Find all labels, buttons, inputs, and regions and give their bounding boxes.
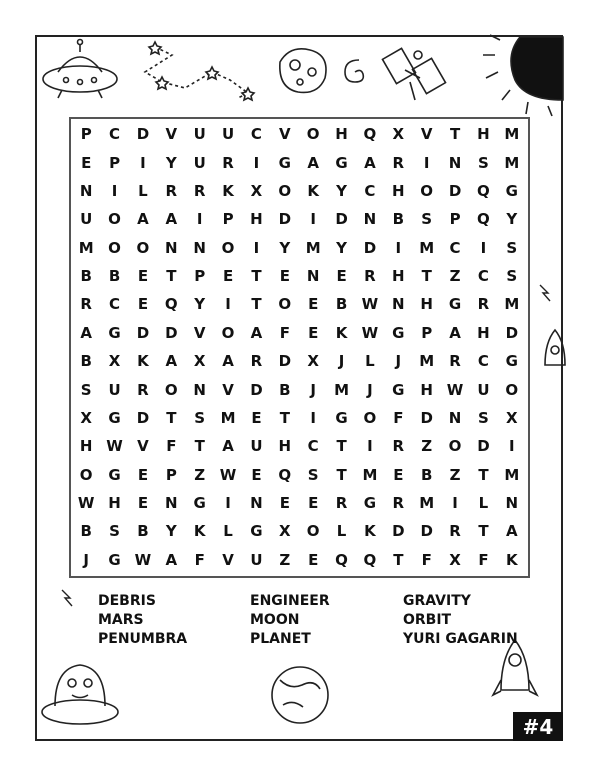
grid-cell[interactable]: O bbox=[164, 380, 178, 399]
grid-cell[interactable]: J bbox=[367, 380, 373, 399]
grid-cell[interactable]: Q bbox=[363, 125, 377, 144]
grid-cell[interactable]: E bbox=[251, 408, 262, 427]
grid-cell[interactable]: W bbox=[361, 295, 379, 314]
grid-cell[interactable]: T bbox=[251, 295, 262, 314]
grid-cell[interactable]: K bbox=[137, 352, 149, 371]
grid-cell[interactable]: T bbox=[449, 125, 461, 144]
grid-cell[interactable]: M bbox=[419, 352, 435, 371]
grid-cell[interactable]: S bbox=[194, 408, 206, 427]
grid-cell[interactable]: I bbox=[253, 153, 260, 172]
grid-cell[interactable]: R bbox=[449, 522, 461, 541]
grid-cell[interactable]: X bbox=[307, 352, 319, 371]
grid-cell[interactable]: B bbox=[80, 267, 92, 286]
grid-cell[interactable]: Q bbox=[477, 181, 490, 200]
grid-cell[interactable]: Z bbox=[449, 465, 461, 484]
grid-cell[interactable]: T bbox=[194, 437, 205, 456]
grid-cell[interactable]: G bbox=[108, 550, 121, 569]
puzzle-number-badge: #4 bbox=[513, 712, 563, 741]
grid-cell[interactable]: C bbox=[109, 295, 121, 314]
grid-cell[interactable]: I bbox=[140, 153, 146, 172]
word-gravity: GRAVITY bbox=[403, 593, 471, 609]
grid-cell[interactable]: J bbox=[395, 352, 402, 371]
grid-cell[interactable]: Z bbox=[449, 267, 461, 286]
grid-cell[interactable]: B bbox=[335, 295, 348, 314]
grid-cell[interactable]: U bbox=[250, 550, 263, 569]
grid-cell[interactable]: L bbox=[336, 522, 347, 541]
grid-cell[interactable]: E bbox=[308, 494, 319, 513]
grid-cell[interactable]: G bbox=[335, 408, 348, 427]
grid-cell[interactable]: F bbox=[393, 408, 404, 427]
word-moon: MOON bbox=[250, 612, 300, 628]
grid-cell[interactable]: P bbox=[165, 465, 177, 484]
grid-cell[interactable]: C bbox=[250, 125, 262, 144]
grid-cell[interactable]: G bbox=[108, 408, 121, 427]
grid-cell[interactable]: C bbox=[449, 238, 461, 257]
grid-cell[interactable]: H bbox=[392, 267, 405, 286]
grid-cell[interactable]: O bbox=[278, 295, 292, 314]
grid-cell[interactable]: H bbox=[392, 181, 405, 200]
constellation-icon bbox=[145, 47, 248, 98]
grid-cell[interactable]: R bbox=[392, 153, 405, 172]
grid-cell[interactable]: K bbox=[506, 550, 518, 569]
grid-cell[interactable]: U bbox=[477, 380, 490, 399]
grid-cell[interactable]: O bbox=[278, 181, 292, 200]
grid-cell[interactable]: Y bbox=[165, 153, 177, 172]
grid-cell[interactable]: T bbox=[166, 267, 177, 286]
grid-cell[interactable]: G bbox=[505, 181, 518, 200]
grid-cell[interactable]: I bbox=[509, 437, 515, 456]
grid-cell[interactable]: Y bbox=[165, 522, 177, 541]
grid-cell[interactable]: N bbox=[363, 210, 377, 229]
grid-cell[interactable]: N bbox=[505, 494, 519, 513]
grid-cell[interactable]: H bbox=[420, 295, 433, 314]
grid-cell[interactable]: O bbox=[108, 210, 121, 229]
grid-cell[interactable]: D bbox=[477, 437, 490, 456]
grid-cell[interactable]: D bbox=[420, 522, 433, 541]
grid-cell[interactable]: C bbox=[307, 437, 319, 456]
grid-cell[interactable]: H bbox=[250, 210, 263, 229]
grid-cell[interactable]: A bbox=[449, 323, 461, 342]
grid-cell[interactable]: O bbox=[221, 323, 235, 342]
grid-cell[interactable]: R bbox=[335, 494, 348, 513]
grid-cell[interactable]: A bbox=[250, 323, 263, 342]
grid-cell[interactable]: D bbox=[250, 380, 263, 399]
grid-cell[interactable]: O bbox=[221, 238, 235, 257]
asteroid-icon bbox=[280, 49, 326, 93]
grid-cell[interactable]: M bbox=[362, 465, 378, 484]
grid-cell[interactable]: O bbox=[79, 465, 93, 484]
grid-cell[interactable]: V bbox=[420, 125, 433, 144]
grid-cell[interactable]: I bbox=[423, 153, 430, 172]
grid-cell[interactable]: D bbox=[335, 210, 348, 229]
grid-cell[interactable]: Y bbox=[336, 181, 347, 200]
word-planet: PLANET bbox=[250, 631, 311, 647]
alien-ufo-icon bbox=[42, 665, 118, 724]
grid-cell[interactable]: N bbox=[165, 494, 178, 513]
grid-cell[interactable]: W bbox=[77, 494, 95, 513]
grid-cell[interactable]: M bbox=[334, 380, 350, 399]
grid-cell[interactable]: J bbox=[310, 380, 316, 399]
grid-cell[interactable]: O bbox=[136, 238, 150, 257]
word-orbit: ORBIT bbox=[403, 612, 452, 628]
grid-cell[interactable]: P bbox=[449, 210, 461, 229]
grid-cell[interactable]: A bbox=[307, 153, 319, 172]
grid-cell[interactable]: G bbox=[392, 323, 405, 342]
planet-icon bbox=[272, 667, 328, 723]
grid-cell[interactable]: X bbox=[80, 408, 92, 427]
grid-cell[interactable]: X bbox=[449, 550, 461, 569]
grid-cell[interactable]: A bbox=[165, 210, 178, 229]
grid-cell[interactable]: T bbox=[279, 408, 290, 427]
grid-cell[interactable]: A bbox=[137, 210, 149, 229]
grid-cell[interactable]: F bbox=[166, 437, 177, 456]
grid-cell[interactable]: W bbox=[446, 380, 464, 399]
grid-cell[interactable]: I bbox=[310, 408, 316, 427]
grid-cell[interactable]: Q bbox=[335, 550, 348, 569]
grid-cell[interactable]: O bbox=[306, 125, 320, 144]
grid-cell[interactable]: H bbox=[477, 323, 490, 342]
grid-cell[interactable]: R bbox=[137, 380, 149, 399]
grid-cell[interactable]: L bbox=[223, 522, 233, 541]
grid-cell[interactable]: S bbox=[506, 267, 518, 286]
grid-cell[interactable]: E bbox=[279, 494, 290, 513]
ufo-icon bbox=[43, 40, 117, 99]
grid-cell[interactable]: L bbox=[138, 181, 148, 200]
grid-cell[interactable]: D bbox=[136, 125, 150, 144]
grid-cell[interactable]: A bbox=[364, 153, 376, 172]
grid-cell[interactable]: H bbox=[420, 380, 433, 399]
grid-cell[interactable]: G bbox=[448, 295, 462, 314]
grid-cell[interactable]: V bbox=[279, 125, 291, 144]
grid-cell[interactable]: M bbox=[419, 494, 435, 513]
grid-cell[interactable]: N bbox=[193, 380, 206, 399]
grid-cell[interactable]: D bbox=[165, 323, 178, 342]
word-debris: DEBRIS bbox=[98, 593, 156, 609]
grid-cell[interactable]: D bbox=[420, 408, 433, 427]
grid-cell[interactable]: R bbox=[165, 181, 178, 200]
satellite-icon bbox=[382, 48, 445, 100]
grid-cell[interactable]: G bbox=[193, 494, 206, 513]
grid-cell[interactable]: U bbox=[250, 437, 263, 456]
grid-cell[interactable]: E bbox=[393, 465, 404, 484]
grid-cell[interactable]: U bbox=[108, 380, 121, 399]
grid-cell[interactable]: R bbox=[80, 295, 92, 314]
grid-cell[interactable]: L bbox=[365, 352, 375, 371]
grid-cell[interactable]: V bbox=[222, 380, 234, 399]
grid-cell[interactable]: D bbox=[363, 238, 377, 257]
grid-cell[interactable]: I bbox=[225, 295, 231, 314]
rocket-icon bbox=[545, 330, 565, 365]
word-column-3 bbox=[403, 592, 553, 649]
sun-icon bbox=[483, 35, 563, 116]
word-yuri-gagarin: YURI GAGARIN bbox=[403, 631, 518, 647]
grid-cell[interactable]: R bbox=[449, 352, 461, 371]
grid-cell[interactable]: V bbox=[222, 550, 234, 569]
grid-cell[interactable]: K bbox=[222, 181, 234, 200]
grid-cell[interactable]: S bbox=[506, 238, 518, 257]
grid-cell[interactable]: T bbox=[251, 267, 262, 286]
grid-cell[interactable]: D bbox=[278, 352, 292, 371]
grid-cell[interactable]: S bbox=[109, 522, 120, 541]
grid-cell[interactable]: G bbox=[363, 494, 377, 513]
grid-cell[interactable]: X bbox=[392, 125, 405, 144]
grid-cell[interactable]: X bbox=[108, 352, 121, 371]
grid-cell[interactable]: V bbox=[137, 437, 149, 456]
grid-cell[interactable]: H bbox=[335, 125, 348, 144]
grid-cell[interactable]: W bbox=[106, 437, 123, 456]
grid-cell[interactable]: I bbox=[367, 437, 373, 456]
grid-cell[interactable]: Y bbox=[279, 238, 291, 257]
grid-cell[interactable]: G bbox=[505, 352, 518, 371]
word-column-1 bbox=[98, 592, 248, 649]
grid-cell[interactable]: G bbox=[108, 323, 121, 342]
grid-cell[interactable]: R bbox=[193, 181, 206, 200]
grid-cell[interactable]: P bbox=[194, 267, 206, 286]
grid-cell[interactable]: B bbox=[279, 380, 291, 399]
grid-cell[interactable]: Q bbox=[164, 295, 178, 314]
grid-cell[interactable]: R bbox=[392, 494, 405, 513]
grid-cell[interactable]: E bbox=[251, 465, 262, 484]
grid-cell[interactable]: Y bbox=[506, 210, 518, 229]
grid-cell[interactable]: I bbox=[196, 210, 203, 229]
grid-cell[interactable]: O bbox=[306, 522, 320, 541]
grid-cell[interactable]: T bbox=[336, 437, 347, 456]
grid-cell[interactable]: J bbox=[338, 352, 345, 371]
grid-cell[interactable]: A bbox=[222, 352, 234, 371]
grid-cell[interactable]: I bbox=[111, 181, 118, 200]
grid-cell[interactable]: J bbox=[83, 550, 89, 569]
grid-cell[interactable]: I bbox=[253, 238, 260, 257]
grid-cell[interactable]: H bbox=[79, 437, 93, 456]
grid-cell[interactable]: E bbox=[81, 153, 92, 172]
grid-cell[interactable]: Q bbox=[363, 550, 377, 569]
grid-cell[interactable]: S bbox=[307, 465, 319, 484]
grid-cell[interactable]: A bbox=[165, 352, 178, 371]
word-penumbra: PENUMBRA bbox=[98, 631, 188, 647]
grid-cell[interactable]: K bbox=[364, 522, 376, 541]
letter-grid bbox=[72, 120, 526, 574]
grid-cell[interactable]: E bbox=[279, 267, 290, 286]
grid-cell[interactable]: G bbox=[335, 153, 348, 172]
grid-cell[interactable]: E bbox=[137, 494, 149, 513]
word-engineer: ENGINEER bbox=[250, 593, 330, 609]
grid-cell[interactable]: O bbox=[505, 380, 519, 399]
grid-cell[interactable]: R bbox=[477, 295, 490, 314]
grid-cell[interactable]: O bbox=[448, 437, 462, 456]
grid-cell[interactable]: E bbox=[222, 267, 234, 286]
grid-cell[interactable]: C bbox=[477, 352, 489, 371]
grid-cell[interactable]: B bbox=[80, 352, 92, 371]
grid-cell[interactable]: H bbox=[477, 125, 490, 144]
grid-cell[interactable]: M bbox=[220, 408, 236, 427]
grid-cell[interactable]: A bbox=[222, 437, 234, 456]
grid-cell[interactable]: W bbox=[361, 323, 379, 342]
grid-cell[interactable]: P bbox=[421, 323, 433, 342]
grid-cell[interactable]: N bbox=[165, 238, 178, 257]
grid-cell[interactable]: A bbox=[80, 323, 92, 342]
grid-cell[interactable]: D bbox=[505, 323, 519, 342]
grid-cell[interactable]: U bbox=[193, 125, 206, 144]
grid-cell[interactable]: X bbox=[193, 352, 206, 371]
grid-cell[interactable]: G bbox=[392, 380, 405, 399]
grid-cell[interactable]: E bbox=[336, 267, 347, 286]
grid-cell[interactable]: G bbox=[108, 465, 121, 484]
grid-cell[interactable]: E bbox=[308, 323, 319, 342]
grid-cell[interactable]: D bbox=[448, 181, 462, 200]
grid-cell[interactable]: C bbox=[477, 267, 489, 286]
grid-cell[interactable]: X bbox=[250, 181, 263, 200]
grid-cell[interactable]: V bbox=[193, 323, 206, 342]
grid-cell[interactable]: N bbox=[306, 267, 320, 286]
grid-cell[interactable]: D bbox=[278, 210, 292, 229]
grid-cell[interactable]: I bbox=[452, 494, 458, 513]
grid-cell[interactable]: C bbox=[109, 125, 121, 144]
grid-cell[interactable]: E bbox=[137, 295, 149, 314]
grid-cell[interactable]: S bbox=[421, 210, 433, 229]
grid-cell[interactable]: I bbox=[310, 210, 316, 229]
grid-cell[interactable]: S bbox=[478, 153, 489, 172]
grid-cell[interactable]: B bbox=[420, 465, 433, 484]
grid-cell[interactable]: O bbox=[420, 181, 434, 200]
grid-cell[interactable]: K bbox=[193, 522, 206, 541]
grid-cell[interactable]: K bbox=[307, 181, 319, 200]
grid-cell[interactable]: F bbox=[421, 550, 432, 569]
grid-cell[interactable]: E bbox=[137, 465, 149, 484]
grid-cell[interactable]: W bbox=[219, 465, 237, 484]
grid-cell[interactable]: K bbox=[335, 323, 348, 342]
grid-cell[interactable]: S bbox=[478, 408, 489, 427]
grid-cell[interactable]: P bbox=[222, 210, 234, 229]
grid-cell[interactable]: N bbox=[448, 408, 462, 427]
grid-cell[interactable]: E bbox=[308, 295, 319, 314]
grid-cell[interactable]: M bbox=[504, 465, 520, 484]
grid-cell[interactable]: T bbox=[478, 522, 489, 541]
grid-cell[interactable]: Y bbox=[194, 295, 206, 314]
grid-cell[interactable]: U bbox=[80, 210, 93, 229]
grid-cell[interactable]: G bbox=[278, 153, 291, 172]
grid-cell[interactable]: B bbox=[108, 267, 121, 286]
grid-cell[interactable]: D bbox=[392, 522, 405, 541]
grid-cell[interactable]: N bbox=[193, 238, 206, 257]
grid-cell[interactable]: H bbox=[278, 437, 292, 456]
grid-cell[interactable]: F bbox=[279, 323, 290, 342]
grid-cell[interactable]: T bbox=[166, 408, 177, 427]
grid-cell[interactable]: S bbox=[80, 380, 92, 399]
grid-cell[interactable]: I bbox=[225, 494, 231, 513]
grid-cell[interactable]: Z bbox=[279, 550, 291, 569]
grid-cell[interactable]: M bbox=[78, 238, 94, 257]
grid-cell[interactable]: B bbox=[392, 210, 405, 229]
grid-cell[interactable]: T bbox=[478, 465, 489, 484]
grid-cell[interactable]: O bbox=[363, 408, 377, 427]
grid-cell[interactable]: A bbox=[506, 522, 518, 541]
grid-cell[interactable]: N bbox=[392, 295, 405, 314]
grid-cell[interactable]: N bbox=[448, 153, 462, 172]
grid-cell[interactable]: M bbox=[504, 125, 520, 144]
grid-cell[interactable]: Z bbox=[194, 465, 206, 484]
grid-cell[interactable]: W bbox=[134, 550, 152, 569]
grid-cell[interactable]: P bbox=[109, 153, 121, 172]
grid-cell[interactable]: E bbox=[137, 267, 149, 286]
grid-cell[interactable]: M bbox=[504, 295, 520, 314]
word-column-2 bbox=[250, 592, 400, 649]
grid-cell[interactable]: D bbox=[136, 408, 150, 427]
grid-cell[interactable]: F bbox=[194, 550, 205, 569]
grid-cell[interactable]: P bbox=[80, 125, 92, 144]
grid-cell[interactable]: L bbox=[478, 494, 489, 513]
grid-cell[interactable]: R bbox=[392, 437, 405, 456]
grid-cell[interactable]: I bbox=[480, 238, 487, 257]
grid-cell[interactable]: B bbox=[137, 522, 149, 541]
grid-cell[interactable]: A bbox=[165, 550, 178, 569]
grid-cell[interactable]: D bbox=[136, 323, 150, 342]
grid-cell[interactable]: Q bbox=[278, 465, 292, 484]
grid-cell[interactable]: U bbox=[221, 125, 235, 144]
grid-cell[interactable]: M bbox=[504, 153, 520, 172]
grid-cell[interactable]: I bbox=[395, 238, 402, 257]
star-icon bbox=[149, 42, 254, 100]
spiral-galaxy-icon bbox=[345, 60, 363, 82]
grid-cell[interactable]: M bbox=[419, 238, 435, 257]
grid-cell[interactable]: N bbox=[79, 181, 93, 200]
grid-cell[interactable]: N bbox=[250, 494, 263, 513]
grid-cell[interactable]: R bbox=[364, 267, 376, 286]
grid-cell[interactable]: X bbox=[506, 408, 518, 427]
grid-cell[interactable]: Y bbox=[336, 238, 347, 257]
word-mars: MARS bbox=[98, 612, 144, 628]
grid-cell[interactable]: M bbox=[305, 238, 321, 257]
grid-cell[interactable]: E bbox=[308, 550, 319, 569]
grid-cell[interactable]: T bbox=[421, 267, 432, 286]
grid-cell[interactable]: H bbox=[108, 494, 121, 513]
grid-cell[interactable]: G bbox=[250, 522, 263, 541]
grid-cell[interactable]: F bbox=[478, 550, 489, 569]
grid-cell[interactable]: U bbox=[193, 153, 206, 172]
grid-cell[interactable]: O bbox=[108, 238, 121, 257]
grid-cell[interactable]: X bbox=[279, 522, 291, 541]
grid-cell[interactable]: R bbox=[250, 352, 263, 371]
grid-cell[interactable]: T bbox=[393, 550, 404, 569]
grid-cell[interactable]: C bbox=[364, 181, 376, 200]
grid-cell[interactable]: B bbox=[80, 522, 92, 541]
grid-cell[interactable]: Q bbox=[477, 210, 490, 229]
grid-cell[interactable]: T bbox=[336, 465, 347, 484]
grid-cell[interactable]: R bbox=[222, 153, 234, 172]
grid-cell[interactable]: V bbox=[165, 125, 178, 144]
grid-cell[interactable]: Z bbox=[421, 437, 433, 456]
